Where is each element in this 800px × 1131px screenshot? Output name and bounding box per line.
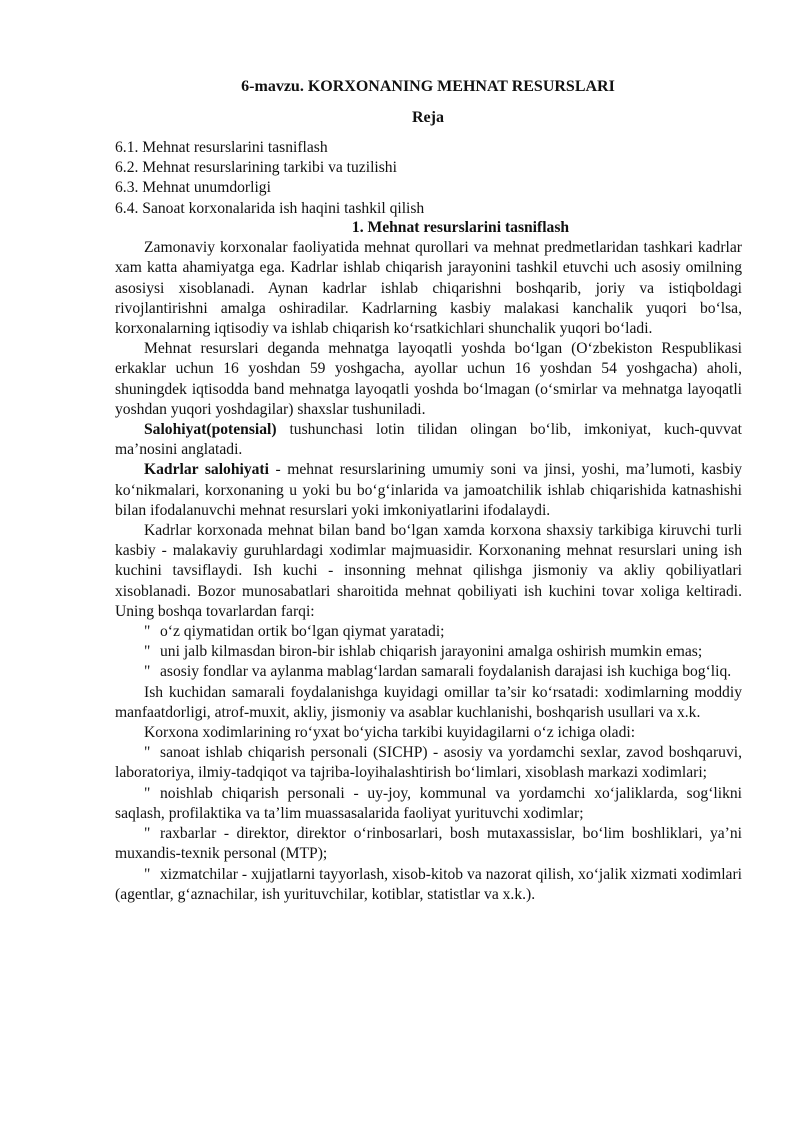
- toc-item: 6.4. Sanoat korxonalarida ish haqini tashkil qilish: [115, 199, 425, 217]
- section-heading: 1. Mehnat resurslarini tasniflash: [351, 219, 570, 236]
- toc-item: 6.2. Mehnat resurslarining tarkibi va tuzilishi: [115, 159, 397, 177]
- paragraph: [115, 420, 742, 460]
- bullet-text: o‘z qiymatidan ortik bo‘lgan qiymat yaratadi;: [160, 623, 445, 641]
- paragraph: Korxona xodimlarining ro‘yxat bo‘yicha tarkibi kuyidagilarni o‘z ichiga oladi:: [144, 724, 636, 742]
- bullet-mark: ": [144, 744, 151, 762]
- bullet-mark: ": [144, 784, 151, 802]
- paragraph: Zamonaviy korxonalar faoliyatida mehnat qurollari va mehnat predmetlaridan tashkari kadrlar xam katta ahamiyatga ega. Kadrlar ishlab chiqarish jarayonini tashkil etuvchi uch asosiy omilning asosiysi xisoblanadi. Aynan kadrlar ishlab chiqarishni boshqarib, joriy va istiqboldagi rivojlantirishni amalga oshiradilar. Kadrlarning kasbiy malakasi kanchalik yuqori bo‘lsa, korxonalarning iqtisodiy va ishlab chiqarish ko‘rsatkichlari shunchalik yuqori bo‘ladi.: [115, 239, 742, 338]
- bullet-item: [115, 743, 742, 783]
- bullet-text: uni jalb kilmasdan biron-bir ishlab chiqarish jarayonini amalga oshirish mumkin emas;: [160, 643, 703, 661]
- bullet-mark: ": [144, 663, 151, 681]
- bullet-text: asosiy fondlar va aylanma mablag‘lardan samarali foydalanish darajasi ish kuchiga bog‘liq.: [160, 663, 732, 681]
- paragraph: Mehnat resurslari deganda mehnatga layoqatli yoshda bo‘lgan (O‘zbekiston Respublikasi erkaklar uchun 16 yoshdan 59 yoshgacha, ayollar uchun 16 yoshdan 54 yoshgacha) aholi, shuningdek iqtisodda band mehnatga layoqatli yoshda bo‘lmagan (o‘smirlar va mehnatga layoqatli yoshdan yuqori yoshdagilar) shaxslar tushuniladi.: [115, 340, 742, 418]
- bullet-mark: ": [144, 825, 151, 843]
- bullet-item: [115, 642, 742, 662]
- term-bold: Salohiyat(potensial): [144, 421, 277, 439]
- bullet-mark: ": [144, 623, 151, 641]
- document-body: [115, 218, 742, 905]
- bullet-text: sanoat ishlab chiqarish personali (SICHP) - asosiy va yordamchi sexlar, zavod boshqaruvi, laboratoriya, ilmiy-tadqiqot va tajriba-loyihalashtirish bo‘limlari, xisoblash markazi xodimlari;: [115, 744, 742, 782]
- bullet-item: [115, 824, 742, 864]
- bullet-mark: ": [144, 643, 151, 661]
- table-of-contents: [115, 138, 755, 219]
- toc-item: 6.1. Mehnat resurslarini tasniflash: [115, 139, 328, 156]
- bullet-text: xizmatchilar - xujjatlarni tayyorlash, xisob-kitob va nazorat qilish, xo‘jalik xizmati xodimlari (agentlar, g‘aznachilar, ish yurituvchilar, kotiblar, statistlar va x.k.).: [115, 865, 742, 903]
- paragraph: [115, 460, 742, 521]
- bullet-text: raxbarlar - direktor, direktor o‘rinbosarlari, bosh mutaxassislar, bo‘lim boshliklari, ya’ni muxandis-texnik personal (MTP);: [115, 825, 742, 863]
- bullet-item: [115, 622, 742, 642]
- bullet-item: [115, 662, 742, 682]
- plan-heading: Reja: [412, 109, 444, 126]
- bullet-text: noishlab chiqarish personali - uy-joy, kommunal va yordamchi xo‘jaliklarda, sog‘likni saqlash, profilaktika va ta’lim muassasalarida faoliyat yurituvchi xodimlar;: [115, 784, 742, 822]
- paragraph: Kadrlar korxonada mehnat bilan band bo‘lgan xamda korxona shaxsiy tarkibiga kiruvchi turli kasbiy - malakaviy guruhlardagi xodimlar majmuasidir. Korxonaning mehnat resurslari uning ish kuchini tavsiflaydi. Ish kuchi - insonning mehnat qilishga jismoniy va akliy qobiliyatlari xisoblanadi. Bozor munosabatlari sharoitida mehnat qobiliyati ish kuchini tovar xoliga keltiradi. Uning boshqa tovarlardan farqi:: [115, 522, 742, 620]
- paragraph: Ish kuchidan samarali foydalanishga kuyidagi omillar ta’sir ko‘rsatadi: xodimlarning moddiy manfaatdorligi, atrof-muxit, akliy, jismoniy va asablar kuchlanishi, boshqarish usullari va x.k.: [115, 683, 742, 721]
- document-title: 6-mavzu. KORXONANING MEHNAT RESURSLARI: [241, 78, 615, 95]
- toc-item: 6.3. Mehnat unumdorligi: [115, 179, 271, 197]
- bullet-mark: ": [144, 865, 151, 883]
- term-bold: Kadrlar salohiyati: [144, 461, 269, 479]
- paragraph-text: - mehnat resurslarining umumiy soni va jinsi, yoshi, ma’lumoti, kasbiy ko‘nikmalari, korxonaning u yoki bu bo‘g‘inlarida va jamoatchilik ishlab chiqarishida katnashishi bilan ifodalanuvchi mehnat resurslari yoki imkoniyatlarini ifodalaydi.: [115, 461, 742, 519]
- paragraph-text: tushunchasi lotin tilidan olingan bo‘lib, imkoniyat, kuch-quvvat ma’nosini anglatadi.: [115, 421, 742, 459]
- bullet-item: [115, 865, 742, 905]
- bullet-item: [115, 784, 742, 824]
